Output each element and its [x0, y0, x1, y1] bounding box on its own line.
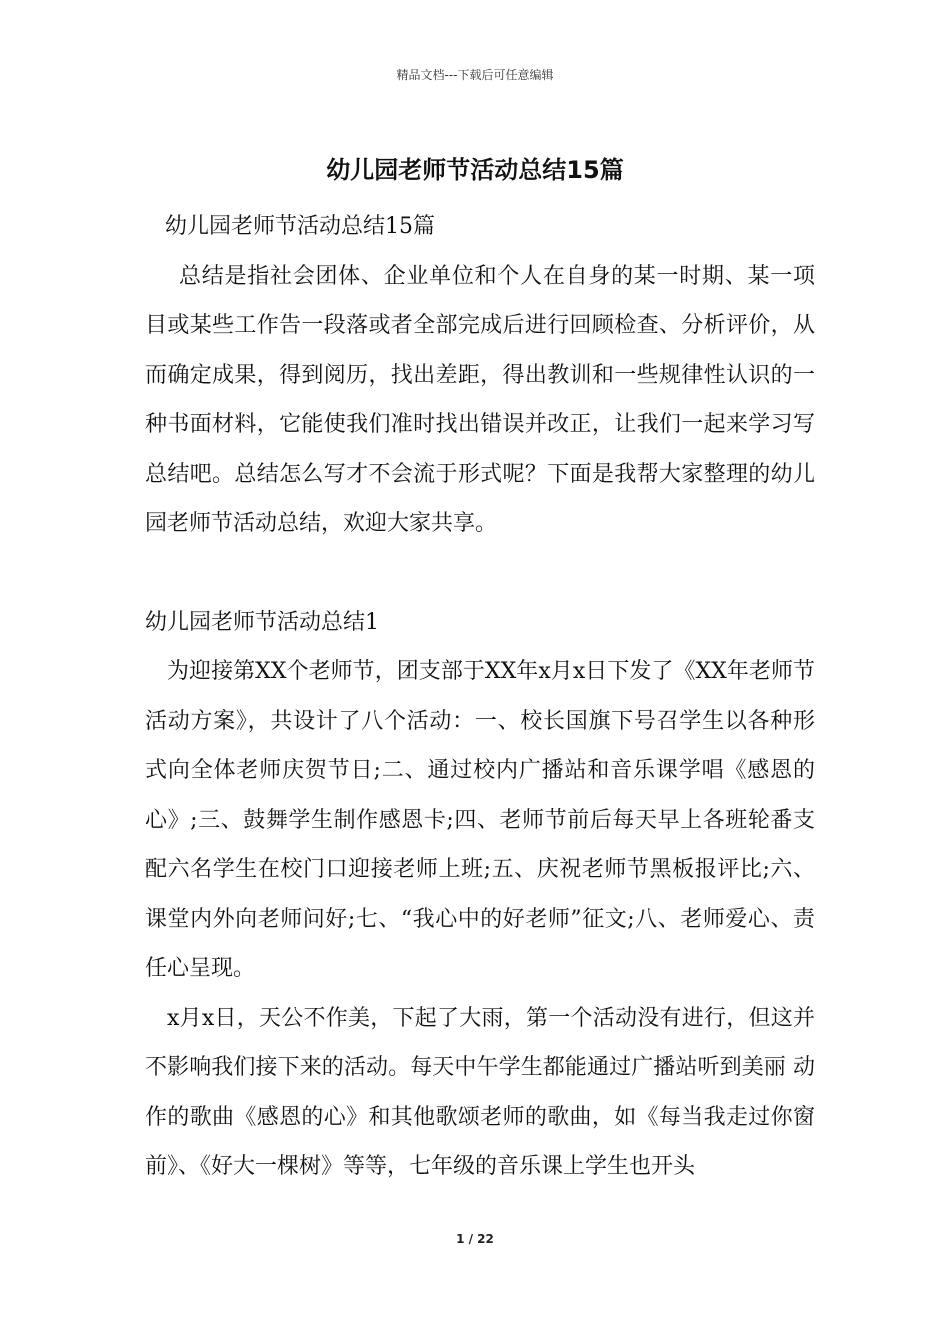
document-subtitle: 幼儿园老师节活动总结15篇 — [165, 214, 435, 239]
intro-paragraph: 总结是指社会团体、企业单位和个人在自身的某一时期、某一项目或某些工作告一段落或者全部完成后进行回顾检查、分析评价，从而确定成果，得到阅历，找出差距，得出教训和一些规律性认识的一种书面材料，它能使我们准时找出错误并改正，让我们一起来学习写总结吧。总结怎么写才不会流于形式呢？下面是我帮大家整理的幼儿园老师节活动总结，欢迎大家共享。 — [145, 263, 815, 536]
page-indicator: 1 / 22 — [456, 1232, 494, 1246]
document-body — [145, 202, 815, 1192]
document-title: 幼儿园老师节活动总结15篇 — [326, 156, 624, 184]
section-heading: 幼儿园老师节活动总结1 — [145, 609, 379, 635]
paragraph-gap — [145, 549, 815, 598]
body-paragraph: 为迎接第XX个老师节，团支部于XX年x月x日下发了《XX年老师节活动方案》，共设计了八个活动：一、校长国旗下号召学生以各种形式向全体老师庆贺节日;二、通过校内广播站和音乐课学唱《感恩的心》;三、鼓舞学生制作感恩卡;四、老师节前后每天早上各班轮番支配六名学生在校门口迎接老师上班;五、庆祝老师节黑板报评比;六、课堂内外向老师问好;七、“我心中的好老师”征文;八、老师爱心、责任心呈现。 — [145, 659, 815, 981]
header-note: 精品文档---下载后可任意编辑 — [396, 68, 554, 82]
body-paragraph: x月x日，天公不作美，下起了大雨，第一个活动没有进行，但这并不影响我们接下来的活动。每天中午学生都能通过广播站听到美丽 动作的歌曲《感恩的心》和其他歌颂老师的歌曲，如《每当我走过你窗前》、《好大一棵树》等等，七年级的音乐课上学生也开头 — [145, 1005, 815, 1179]
